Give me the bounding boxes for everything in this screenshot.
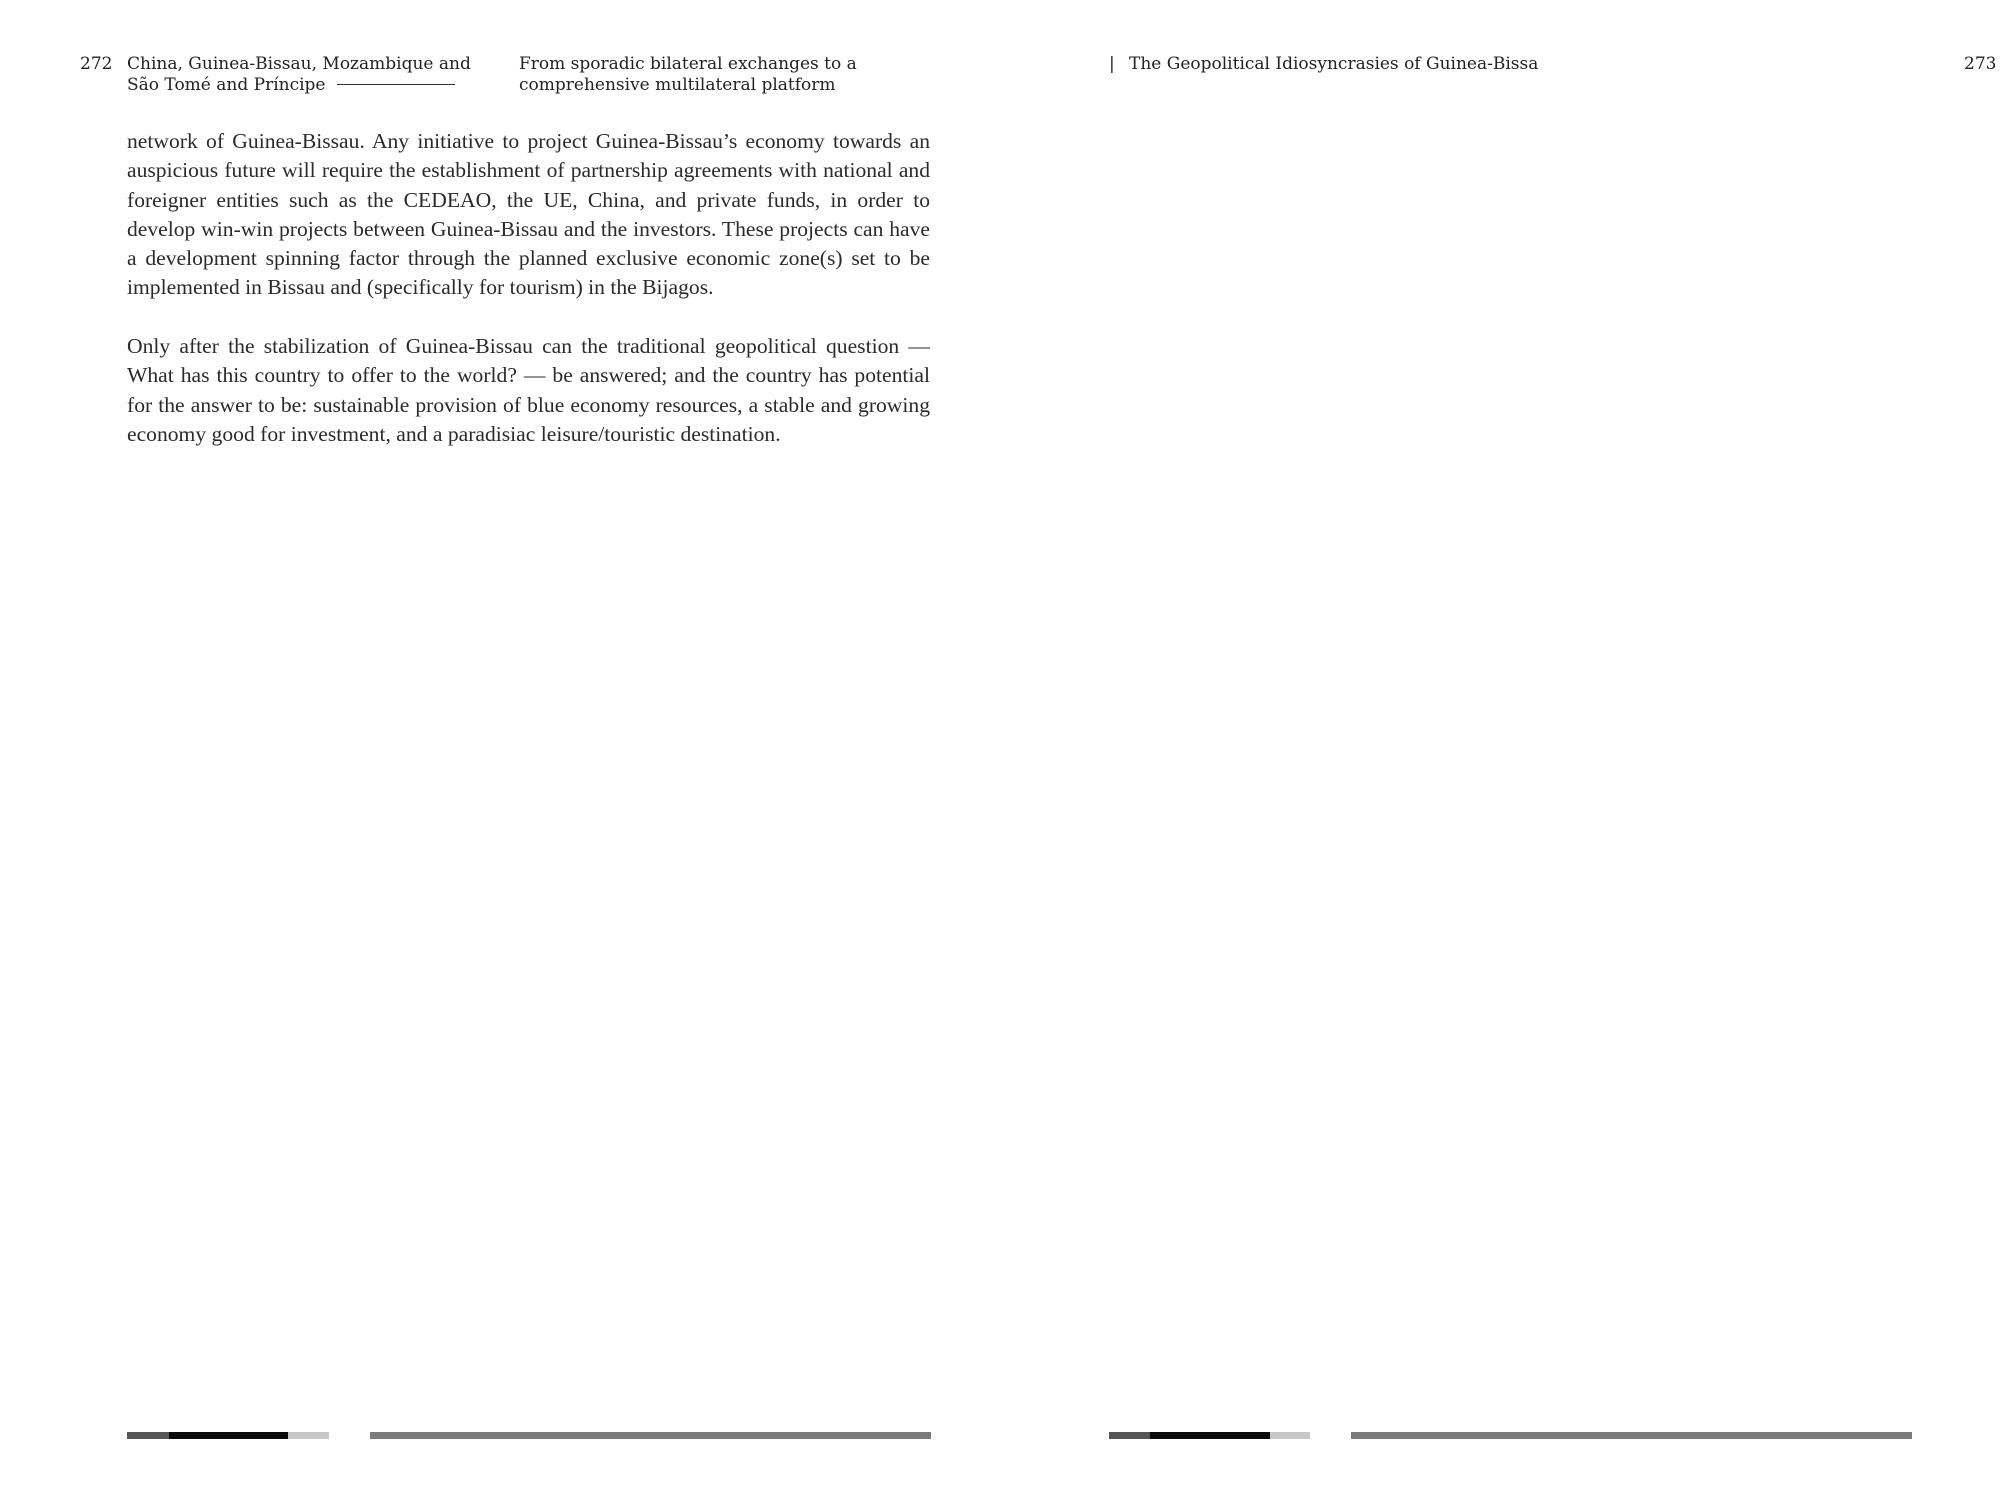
running-head-separator: | (1109, 54, 1115, 74)
running-head-book-line2-wrap (127, 75, 471, 96)
footer-bar-segment-black (169, 1432, 288, 1439)
right-page-number: 273 (1964, 54, 1997, 74)
footer-bar-segment-dark (127, 1432, 169, 1439)
body-text (127, 127, 930, 479)
running-head-section-title (519, 54, 857, 96)
footer-bar-segment-dark (1109, 1432, 1150, 1439)
running-head-chapter-title: The Geopolitical Idiosyncrasies of Guinea-Bissa (1129, 54, 1539, 74)
paragraph-2: Only after the stabilization of Guinea-Bissau can the traditional geopolitical question — What has this country to offer to the world? — be answered; and the country has potential for the answer to be: sustainable provision of blue economy resources, a stable and growing economy good for investment, and a paradisiac leisure/touristic destination. (127, 334, 930, 446)
running-head-section-line1: From sporadic bilateral exchanges to a (519, 54, 857, 74)
left-page-number: 272 (80, 54, 113, 74)
running-head-book-line1: China, Guinea-Bissau, Mozambique and (127, 54, 471, 74)
footer-bar-segment-light (1270, 1432, 1310, 1439)
running-head-book-line2: São Tomé and Príncipe (127, 75, 326, 95)
paragraph-1: network of Guinea-Bissau. Any initiative to project Guinea-Bissau’s economy towards an auspicious future will require the establishment of partnership agreements with national and foreigner entities such as the CEDEAO, the UE, China, and private funds, in order to develop win-win projects between Guinea-Bissau and the investors. These projects can have a development spinning factor through the planned exclusive economic zone(s) set to be implemented in Bissau and (specifically for tourism) in the Bijagos. (127, 129, 930, 300)
running-head-section-line2: comprehensive multilateral platform (519, 75, 836, 95)
footer-bar-segment-light (288, 1432, 329, 1439)
footer-bar-long (370, 1432, 931, 1439)
running-head-book-title (127, 54, 471, 96)
right-page (1008, 0, 2016, 1512)
footer-bar-segment-black (1150, 1432, 1270, 1439)
footer-bar-long (1351, 1432, 1912, 1439)
header-rule (337, 84, 455, 85)
